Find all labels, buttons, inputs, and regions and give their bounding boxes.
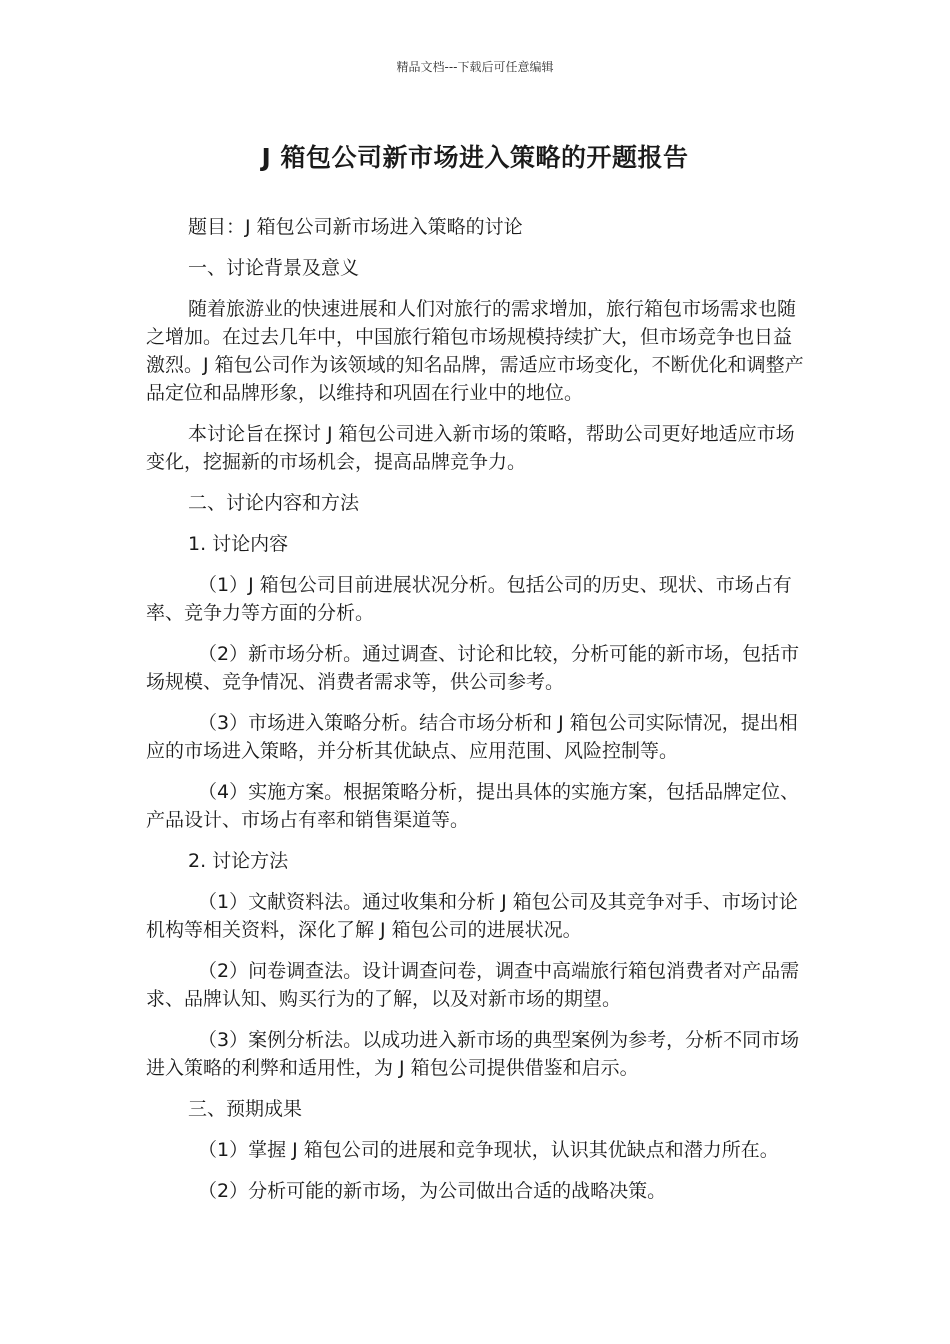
subheading-content: 1. 讨论内容 xyxy=(188,533,289,555)
outcome-item-1: （1）掌握 J 箱包公司的进展和竞争现状，认识其优缺点和潜力所在。 xyxy=(198,1139,779,1161)
method-item-3: （3）案例分析法。以成功进入新市场的典型案例为参考，分析不同市场进入策略的利弊和适用性，为 J 箱包公司提供借鉴和启示。 xyxy=(146,1029,800,1079)
page-header: 精品文档---下载后可任意编辑 xyxy=(396,60,554,74)
document-title: J 箱包公司新市场进入策略的开题报告 xyxy=(261,143,689,172)
document-body xyxy=(146,213,806,1218)
topic-line: 题目：J 箱包公司新市场进入策略的讨论 xyxy=(188,216,523,238)
method-item-1: （1）文献资料法。通过收集和分析 J 箱包公司及其竞争对手、市场讨论机构等相关资料，深化了解 J 箱包公司的进展状况。 xyxy=(146,891,798,941)
section-heading-content-method: 二、讨论内容和方法 xyxy=(188,492,360,514)
outcome-item-2: （2）分析可能的新市场，为公司做出合适的战略决策。 xyxy=(198,1180,667,1202)
subheading-method: 2. 讨论方法 xyxy=(188,850,289,872)
content-item-2: （2）新市场分析。通过调查、讨论和比较，分析可能的新市场，包括市场规模、竞争情况、消费者需求等，供公司参考。 xyxy=(146,643,800,693)
background-paragraph: 随着旅游业的快速进展和人们对旅行的需求增加，旅行箱包市场需求也随之增加。在过去几年中，中国旅行箱包市场规模持续扩大，但市场竞争也日益激烈。J 箱包公司作为该领域的知名品牌，需适应市场变化，不断优化和调整产品定位和品牌形象，以维持和巩固在行业中的地位。 xyxy=(146,298,804,404)
content-item-1: （1）J 箱包公司目前进展状况分析。包括公司的历史、现状、市场占有率、竞争力等方面的分析。 xyxy=(146,574,792,624)
purpose-paragraph: 本讨论旨在探讨 J 箱包公司进入新市场的策略，帮助公司更好地适应市场变化，挖掘新的市场机会，提高品牌竞争力。 xyxy=(146,423,795,473)
content-item-3: （3）市场进入策略分析。结合市场分析和 J 箱包公司实际情况，提出相应的市场进入策略，并分析其优缺点、应用范围、风险控制等。 xyxy=(146,712,798,762)
content-item-4: （4）实施方案。根据策略分析，提出具体的实施方案，包括品牌定位、产品设计、市场占有率和销售渠道等。 xyxy=(146,781,800,831)
section-heading-outcomes: 三、预期成果 xyxy=(188,1098,303,1120)
method-item-2: （2）问卷调查法。设计调查问卷，调查中高端旅行箱包消费者对产品需求、品牌认知、购买行为的了解，以及对新市场的期望。 xyxy=(146,960,800,1010)
section-heading-background: 一、讨论背景及意义 xyxy=(188,257,360,279)
